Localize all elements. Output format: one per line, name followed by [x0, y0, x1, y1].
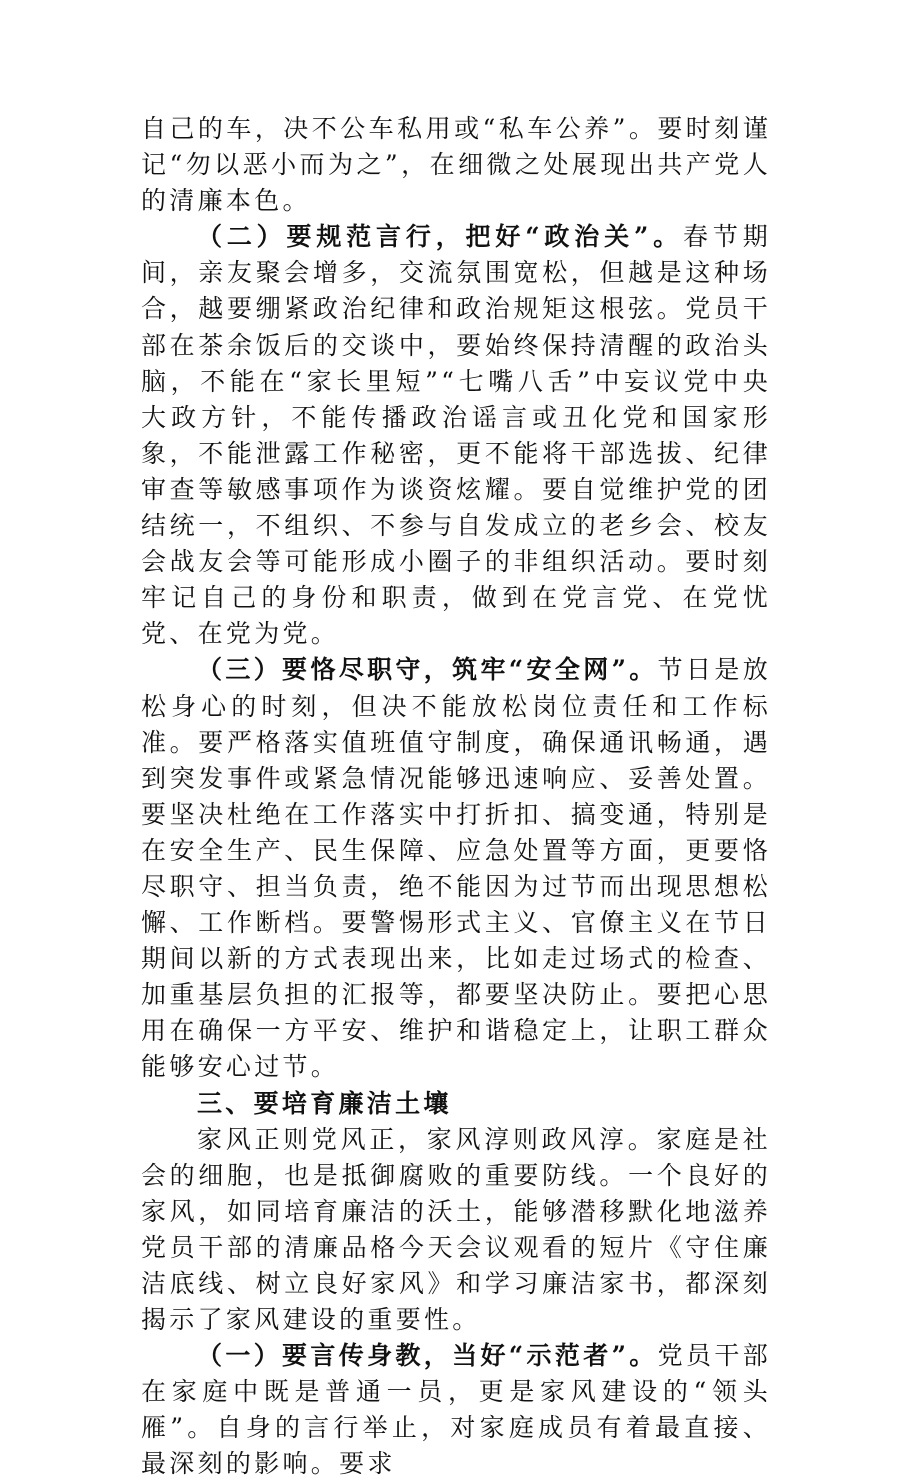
paragraph-lead: （一）要言传身教，当好“示范者”。 [197, 1341, 658, 1371]
paragraph-text: 节日是放松身心的时刻，但决不能放松岗位责任和工作标准。要严格落实值班值守制度，确保通讯畅通，遇到突发事件或紧急情况能够迅速响应、妥善处置。要坚决杜绝在工作落实中打折扣、搞变通，特别是在安全生产、民生保障、应急处置等方面，更要恪尽职守、担当负责，绝不能因为过节而出现思想松懈、工作断档。要警惕形式主义、官僚主义在节日期间以新的方式表现出来，比如走过场式的检查、加重基层负担的汇报等，都要坚决防止。要把心思用在确保一方平安、维护和谐稳定上，让职工群众能够安心过节。 [141, 655, 771, 1082]
paragraph-text: 春节期间，亲友聚会增多，交流氛围宽松，但越是这种场合，越要绷紧政治纪律和政治规矩这根弦。党员干部在茶余饭后的交谈中，要始终保持清醒的政治头脑，不能在“家长里短”“七嘴八舌”中妄议党中央大政方针，不能传播政治谣言或丑化党和国家形象，不能泄露工作秘密，更不能将干部选拔、纪律审查等敏感事项作为谈资炫耀。要自觉维护党的团结统一，不组织、不参与自发成立的老乡会、校友会战友会等可能形成小圈子的非组织活动。要时刻牢记自己的身份和职责，做到在党言党、在党忧党、在党为党。 [141, 222, 771, 649]
paragraph-continued [141, 111, 771, 219]
paragraph-text: 自己的车，决不公车私用或“私车公养”。要时刻谨记“勿以恶小而为之”，在细微之处展现出共产党人的清廉本色。 [141, 114, 771, 216]
paragraph-family-tradition [141, 1122, 771, 1339]
paragraph-duty [141, 652, 771, 1085]
paragraph-text: 家风正则党风正，家风淳则政风淳。家庭是社会的细胞，也是抵御腐败的重要防线。一个良好的家风，如同培育廉洁的沃土，能够潜移默化地滋养党员干部的清廉品格今天会议观看的短片《守住廉洁底线、树立良好家风》和学习廉洁家书，都深刻揭示了家风建设的重要性。 [141, 1124, 771, 1335]
paragraph-role-model [141, 1338, 771, 1482]
paragraph-text: 党员干部在家庭中既是普通一员，更是家风建设的“领头雁”。自身的言行举止，对家庭成员有着最直接、最深刻的影响。要求 [141, 1341, 771, 1479]
paragraph-political-discipline [141, 219, 771, 652]
section-heading: 三、要培育廉洁土壤 [197, 1088, 452, 1118]
document-body [141, 111, 771, 1483]
paragraph-lead: （二）要规范言行，把好“政治关”。 [197, 222, 684, 252]
paragraph-lead: （三）要恪尽职守，筑牢“安全网”。 [197, 655, 658, 685]
